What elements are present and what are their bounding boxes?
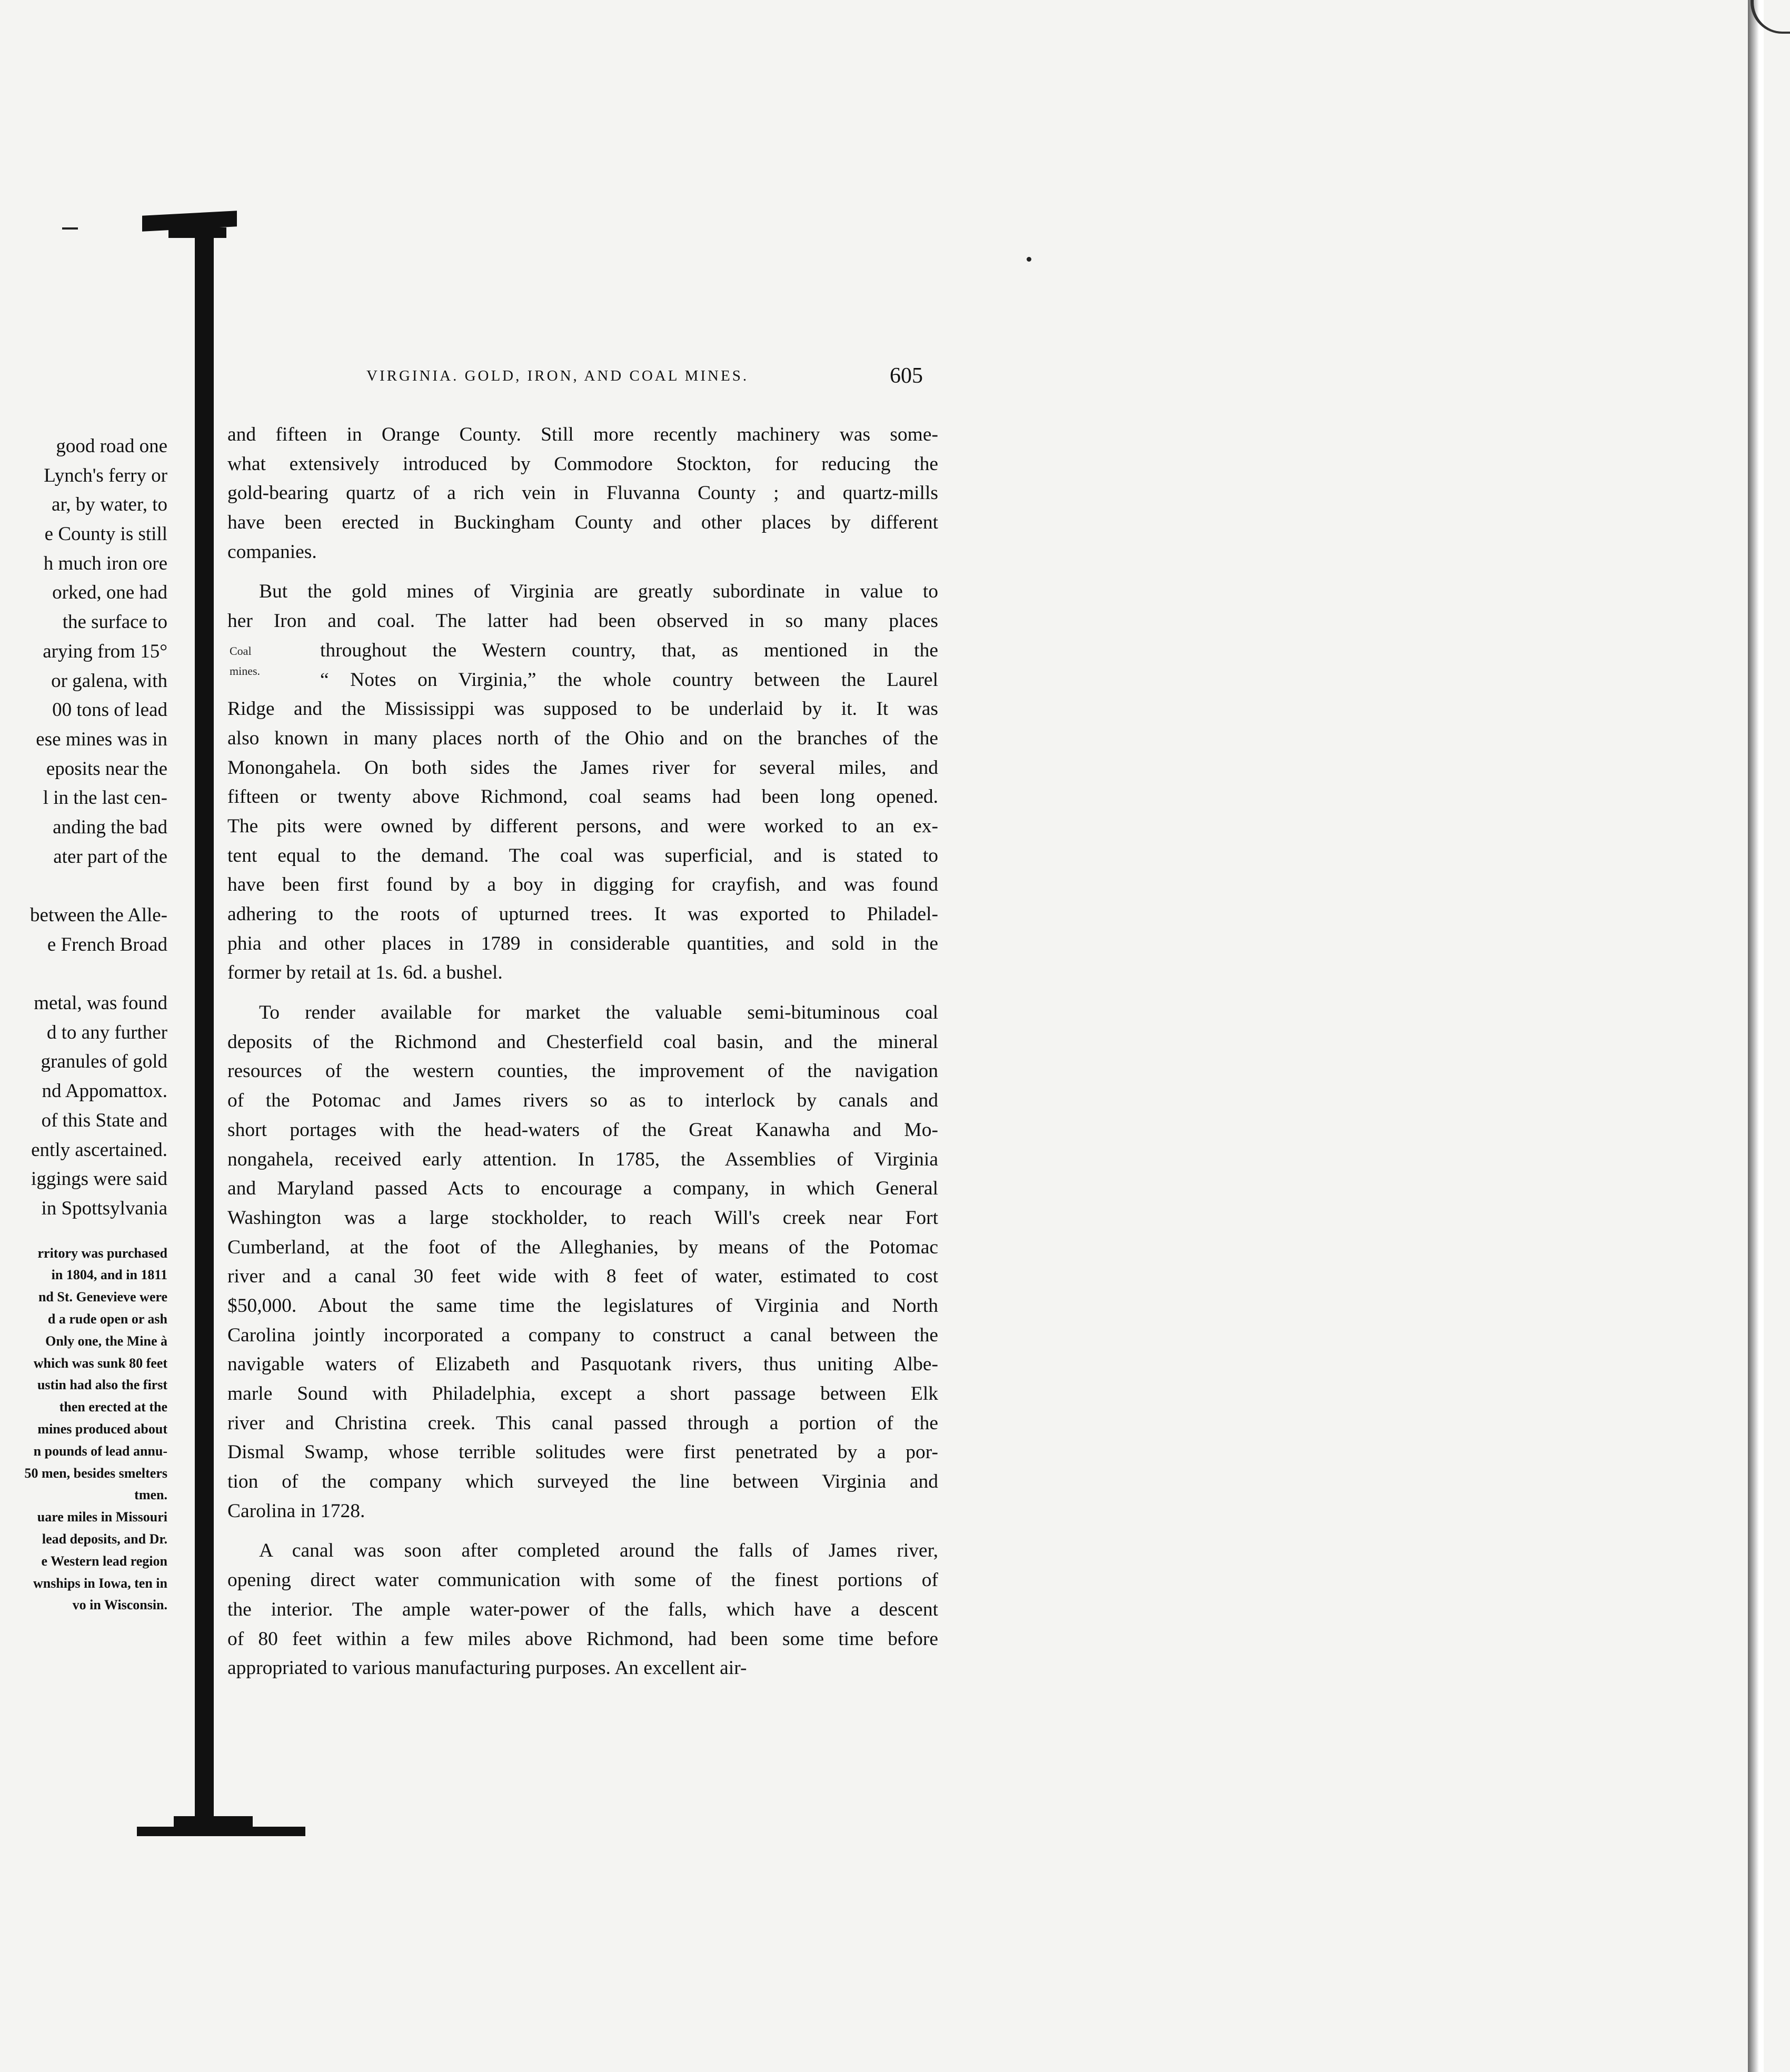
- text-line: throughout the Western country, that, as mentioned in the: [320, 639, 938, 661]
- left-text-line: d to any further: [46, 1021, 167, 1043]
- text-line: A canal was soon after completed around the falls of James river,: [259, 1540, 938, 1562]
- text-line: $50,000. About the same time the legislatures of Virginia and North: [227, 1294, 938, 1317]
- left-text-line: between the Alle-: [30, 904, 167, 926]
- text-line: river and Christina creek. This canal passed through a portion of the: [227, 1412, 938, 1434]
- left-text-line: arying from 15°: [43, 640, 167, 662]
- left-text-line: the surface to: [62, 611, 167, 633]
- paragraph: [227, 577, 938, 988]
- left-footnote-line: vo in Wisconsin.: [72, 1597, 167, 1613]
- right-page-edge: [1748, 0, 1764, 2072]
- left-footnote-line: in 1804, and in 1811: [51, 1267, 167, 1283]
- left-footnote-line: uare miles in Missouri: [37, 1509, 167, 1525]
- text-line: Washington was a large stockholder, to reach Will's creek near Fort: [227, 1207, 938, 1229]
- text-line: also known in many places north of the Ohio and on the branches of the: [227, 727, 938, 749]
- text-line: Carolina in 1728.: [227, 1500, 365, 1522]
- text-line: To render available for market the valuable semi-bituminous coal: [259, 1002, 938, 1024]
- left-footnote-line: lead deposits, and Dr.: [42, 1531, 167, 1547]
- text-line: But the gold mines of Virginia are greatly subordinate in value to: [259, 581, 938, 603]
- left-text-line: Lynch's ferry or: [44, 464, 167, 486]
- left-text-line: metal, was found: [34, 992, 167, 1014]
- left-text-line: or galena, with: [51, 670, 167, 692]
- left-text-line: [0, 959, 167, 989]
- side-note-line: Coal: [230, 644, 252, 658]
- paragraph: [227, 420, 938, 566]
- text-line: tion of the company which surveyed the line between Virginia and: [227, 1471, 938, 1493]
- text-line: what extensively introduced by Commodore Stockton, for reducing the: [227, 453, 938, 475]
- left-footnote-line: 50 men, besides smelters: [24, 1465, 167, 1481]
- text-line: Monongahela. On both sides the James river for several miles, and: [227, 756, 938, 779]
- left-page-footnotes: [0, 1242, 167, 1617]
- left-text-line: ese mines was in: [36, 728, 167, 750]
- text-line: tent equal to the demand. The coal was superficial, and is stated to: [227, 844, 938, 866]
- text-line: marle Sound with Philadelphia, except a short passage between Elk: [227, 1383, 938, 1404]
- text-line: of 80 feet within a few miles above Richmond, had been some time before: [227, 1628, 938, 1650]
- left-text-line: in Spottsylvania: [41, 1197, 167, 1219]
- left-footnote-line: mines produced about: [37, 1421, 167, 1437]
- left-footnote-line: e Western lead region: [41, 1553, 167, 1569]
- left-text-line: e County is still: [44, 523, 167, 545]
- left-footnote-line: tmen.: [134, 1487, 167, 1503]
- left-text-line: 00 tons of lead: [52, 699, 167, 721]
- text-line: resources of the western counties, the improvement of the navigation: [227, 1060, 938, 1082]
- left-footnote-line: rritory was purchased: [37, 1245, 167, 1261]
- left-text-line: e French Broad: [47, 933, 167, 955]
- book-gutter: [195, 232, 214, 1821]
- left-text-line: eposits near the: [46, 758, 167, 780]
- text-line: have been first found by a boy in digging for crayfish, and was found: [227, 874, 938, 896]
- left-footnote-line: ustin had also the first: [37, 1377, 167, 1393]
- left-text-line: ently ascertained.: [31, 1139, 167, 1161]
- text-line: Ridge and the Mississippi was supposed to be underlaid by it. It was: [227, 698, 938, 720]
- left-footnote-line: wnships in Iowa, ten in: [33, 1575, 167, 1591]
- left-text-line: ar, by water, to: [52, 494, 167, 516]
- left-text-line: good road one: [56, 435, 167, 457]
- text-line: adhering to the roots of upturned trees. It was exported to Philadel-: [227, 903, 938, 925]
- left-footnote-line: d a rude open or ash: [47, 1311, 167, 1327]
- left-text-line: h much iron ore: [43, 552, 167, 574]
- text-line: short portages with the head-waters of the Great Kanawha and Mo-: [227, 1119, 938, 1141]
- text-line: Carolina jointly incorporated a company to construct a canal between the: [227, 1324, 938, 1346]
- left-footnote-line: which was sunk 80 feet: [33, 1355, 167, 1371]
- text-line: phia and other places in 1789 in considerable quantities, and sold in the: [227, 932, 938, 954]
- text-line: navigable waters of Elizabeth and Pasquotank rivers, thus uniting Albe-: [227, 1353, 938, 1376]
- text-line: her Iron and coal. The latter had been observed in so many places: [227, 610, 938, 632]
- text-line: and Maryland passed Acts to encourage a company, in which General: [227, 1178, 938, 1200]
- left-footnote-line: nd St. Genevieve were: [38, 1289, 167, 1305]
- text-line: Dismal Swamp, whose terrible solitudes were first penetrated by a por-: [227, 1441, 938, 1463]
- text-line: “ Notes on Virginia,” the whole country between the Laurel: [320, 669, 938, 691]
- left-page-fragment: [0, 432, 167, 1695]
- main-text-column: [227, 420, 938, 1683]
- text-line: former by retail at 1s. 6d. a bushel.: [227, 962, 503, 984]
- ink-speck: [1027, 257, 1031, 262]
- left-footnote-line: n pounds of lead annu-: [33, 1443, 167, 1459]
- text-line: gold-bearing quartz of a rich vein in Fluvanna County ; and quartz-mills: [227, 482, 938, 504]
- crop-mark: [62, 227, 78, 230]
- text-line: appropriated to various manufacturing purposes. An excellent air-: [227, 1657, 747, 1679]
- left-text-line: iggings were said: [31, 1168, 167, 1190]
- left-text-line: of this State and: [41, 1109, 167, 1131]
- text-line: opening direct water communication with some of the finest portions of: [227, 1569, 938, 1591]
- text-line: of the Potomac and James rivers so as to interlock by canals and: [227, 1090, 938, 1112]
- left-text-line: orked, one had: [52, 582, 167, 604]
- text-line: companies.: [227, 541, 317, 563]
- gutter-bottom-bar: [137, 1827, 305, 1836]
- left-text-line: [0, 871, 167, 901]
- page-number: 605: [890, 364, 923, 388]
- left-footnote-line: then erected at the: [59, 1399, 167, 1415]
- text-line: the interior. The ample water-power of the falls, which have a descent: [227, 1598, 938, 1620]
- text-line: Cumberland, at the foot of the Alleghanies, by means of the Potomac: [227, 1236, 938, 1258]
- left-footnote-line: Only one, the Mine à: [45, 1333, 167, 1349]
- text-line: river and a canal 30 feet wide with 8 feet of water, estimated to cost: [227, 1266, 938, 1288]
- left-text-line: granules of gold: [41, 1051, 167, 1073]
- left-text-line: anding the bad: [53, 816, 167, 838]
- paragraph: [227, 998, 938, 1526]
- paragraph: [227, 1536, 938, 1682]
- left-text-line: ater part of the: [53, 845, 167, 868]
- left-text-line: l in the last cen-: [43, 787, 167, 809]
- left-page-body: [0, 432, 167, 1223]
- left-text-line: nd Appomattox.: [42, 1080, 167, 1102]
- text-line: The pits were owned by different persons, and were worked to an ex-: [227, 815, 938, 837]
- running-head: VIRGINIA. GOLD, IRON, AND COAL MINES.: [366, 367, 749, 384]
- side-note-line: mines.: [230, 664, 261, 678]
- text-line: have been erected in Buckingham County and other places by different: [227, 512, 938, 534]
- text-line: fifteen or twenty above Richmond, coal seams had been long opened.: [227, 786, 938, 808]
- text-line: nongahela, received early attention. In 1785, the Assemblies of Virginia: [227, 1148, 938, 1170]
- text-line: and fifteen in Orange County. Still more recently machinery was some-: [227, 424, 938, 445]
- page-header: [366, 363, 946, 395]
- text-line: deposits of the Richmond and Chesterfield coal basin, and the mineral: [227, 1031, 938, 1053]
